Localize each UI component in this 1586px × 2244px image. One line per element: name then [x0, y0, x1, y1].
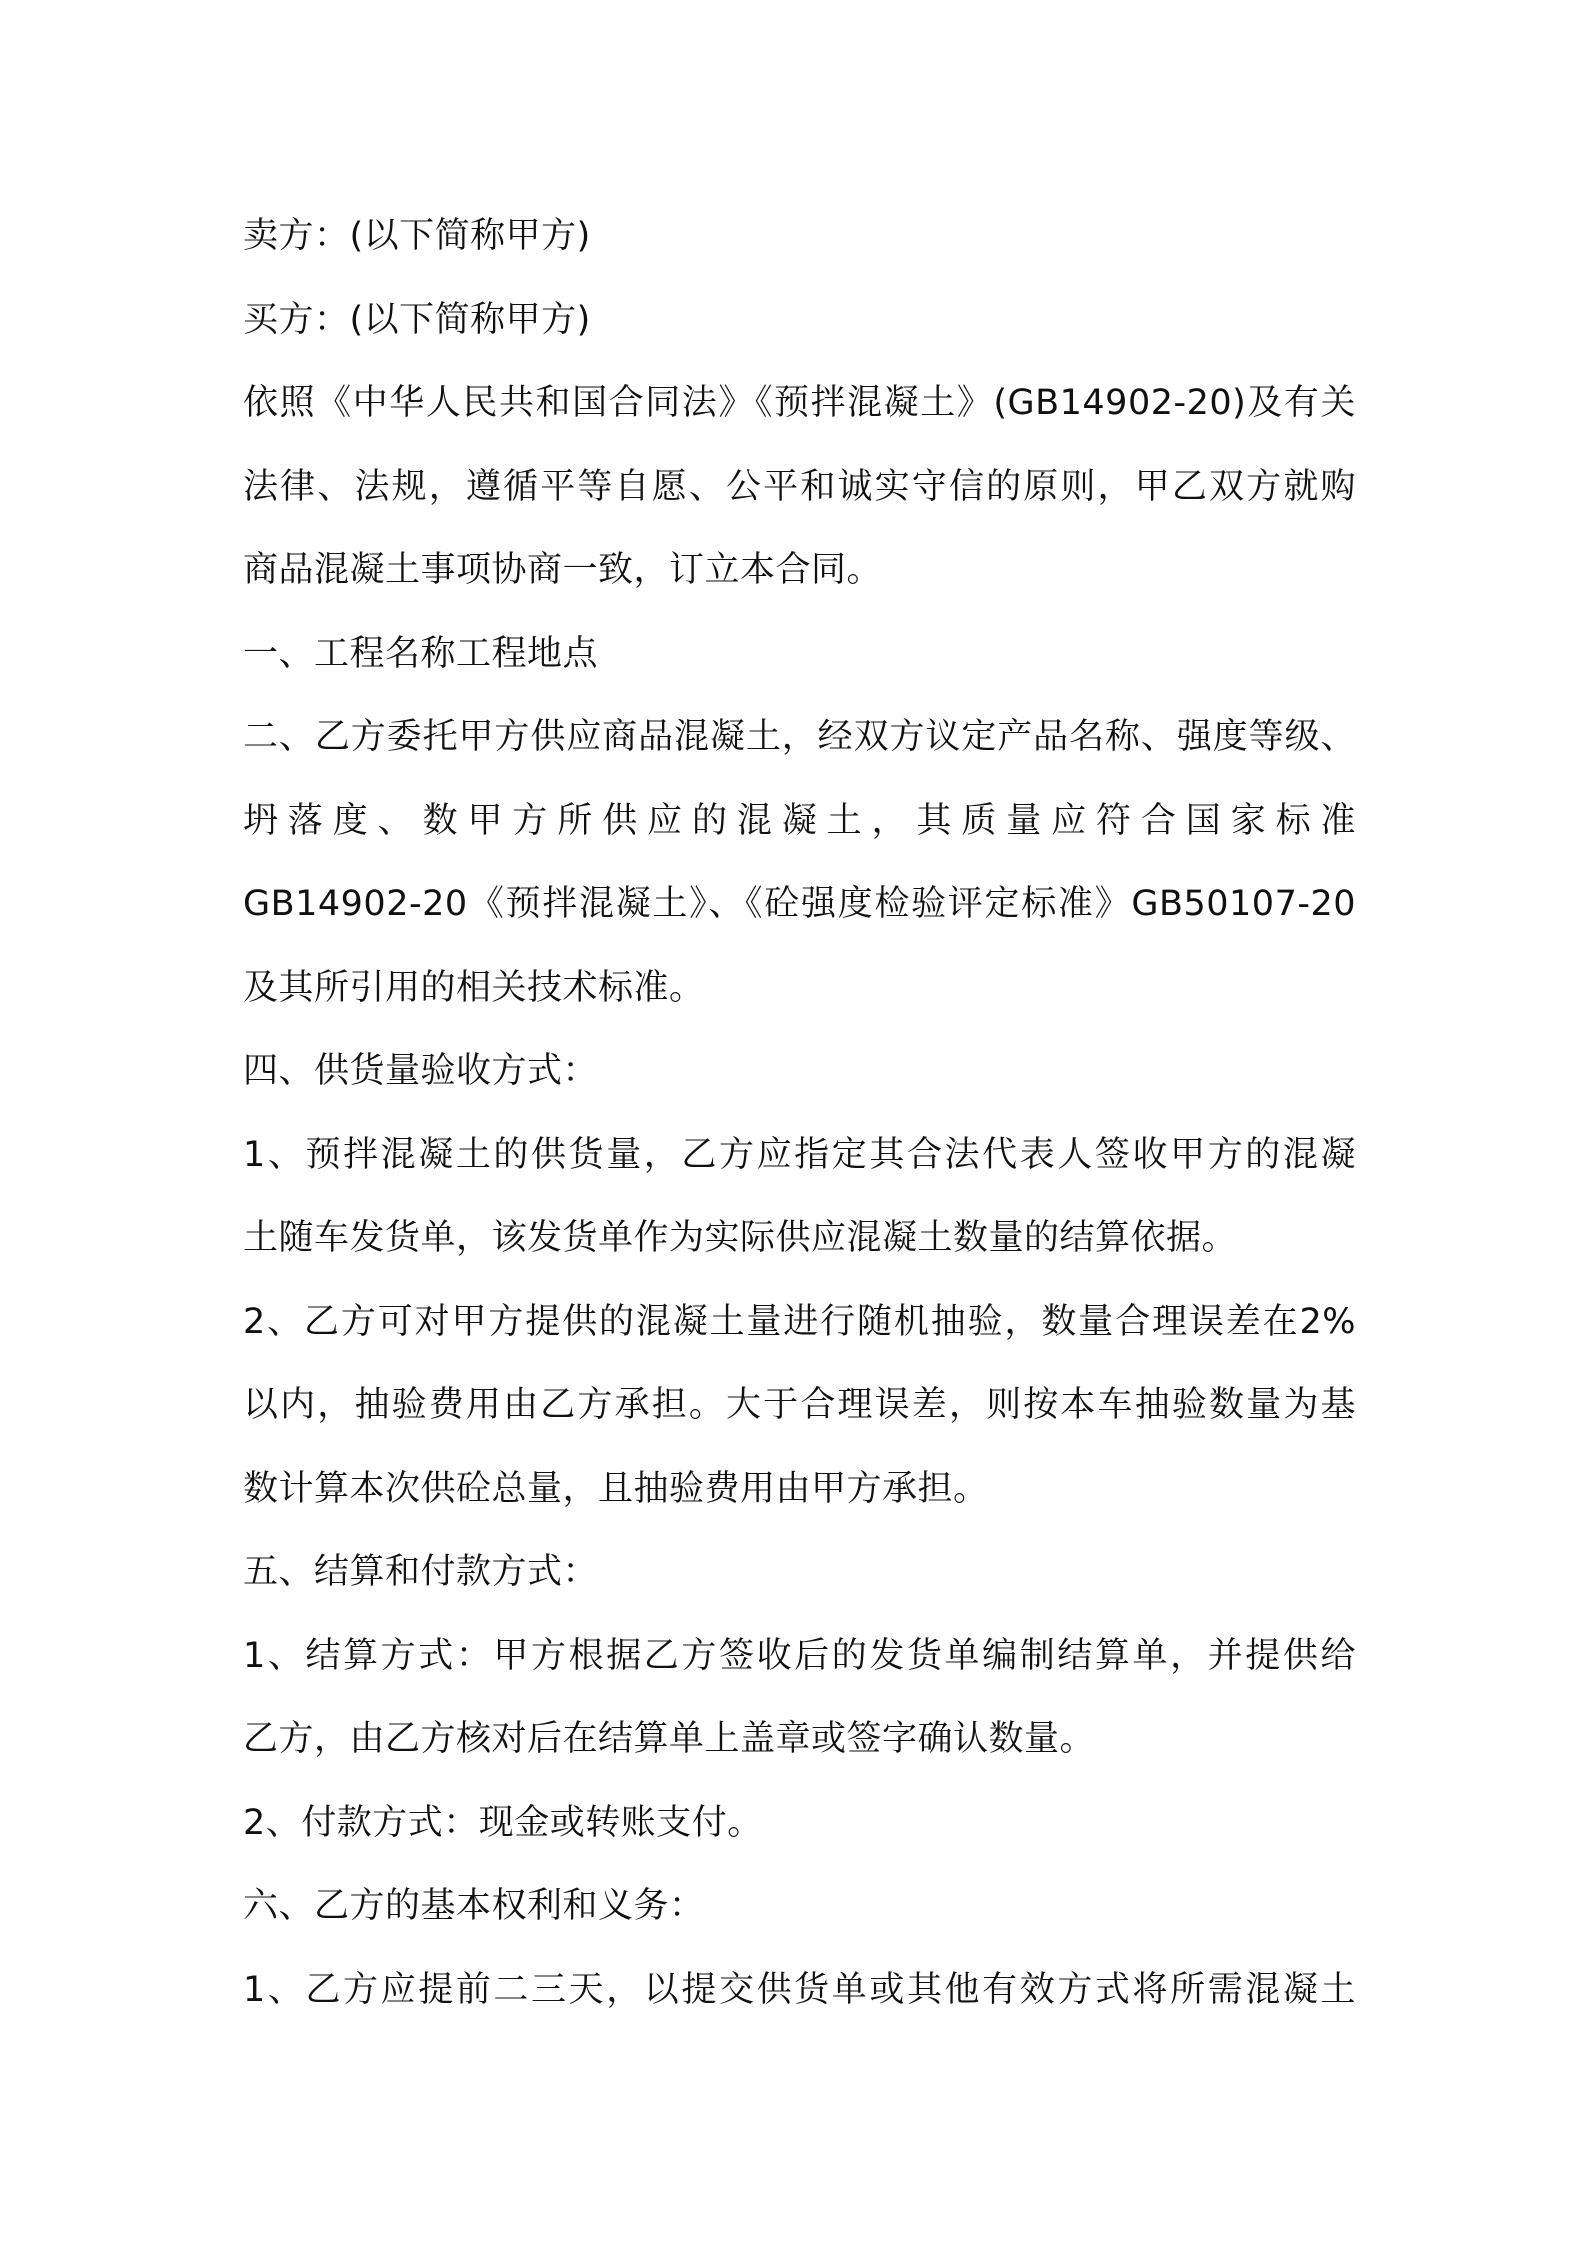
paragraph-line: 2、付款方式：现金或转账支付。 [243, 1802, 763, 1843]
paragraph-line: 乙方，由乙方核对后在结算单上盖章或签字确认数量。 [243, 1719, 1096, 1759]
paragraph-line: 二、乙方委托甲方供应商品混凝土，经双方议定产品名称、强度等级、 [243, 717, 1356, 757]
section-heading: 一、工程名称工程地点 [243, 633, 599, 674]
paragraph-line: GB14902-20《预拌混凝土》、《砼强度检验评定标准》GB50107-20 [243, 884, 1356, 924]
preamble-line: 法律、法规，遵循平等自愿、公平和诚实守信的原则，甲乙双方就购 [243, 466, 1356, 507]
preamble-line: 依照《中华人民共和国合同法》《预拌混凝土》(GB14902-20)及有关 [243, 383, 1356, 423]
paragraph-line: 数计算本次供砼总量，且抽验费用由甲方承担。 [243, 1468, 989, 1509]
paragraph-line: 1、结算方式：甲方根据乙方签收后的发货单编制结算单，并提供给 [243, 1635, 1356, 1676]
preamble-line: 商品混凝土事项协商一致，订立本合同。 [243, 550, 883, 590]
paragraph-line: 1、预拌混凝土的供货量，乙方应指定其合法代表人签收甲方的混凝 [243, 1134, 1356, 1175]
buyer-line: 买方：(以下简称甲方) [243, 299, 591, 340]
paragraph-line: 土随车发货单，该发货单作为实际供应混凝土数量的结算依据。 [243, 1218, 1238, 1258]
section-heading: 五、结算和付款方式： [243, 1552, 599, 1592]
paragraph-line: 以内，抽验费用由乙方承担。大于合理误差，则按本车抽验数量为基 [243, 1385, 1356, 1425]
section-heading: 四、供货量验收方式： [243, 1051, 599, 1091]
paragraph-line: 及其所引用的相关技术标准。 [243, 967, 705, 1008]
seller-line: 卖方：(以下简称甲方) [243, 216, 591, 256]
paragraph-line: 2、乙方可对甲方提供的混凝土量进行随机抽验，数量合理误差在2% [243, 1301, 1356, 1342]
paragraph-line: 1、乙方应提前二三天，以提交供货单或其他有效方式将所需混凝土 [243, 1969, 1356, 2010]
section-heading: 六、乙方的基本权利和义务： [243, 1886, 705, 1926]
paragraph-line: 坍落度、数甲方所供应的混凝土，其质量应符合国家标准 [243, 800, 1356, 841]
